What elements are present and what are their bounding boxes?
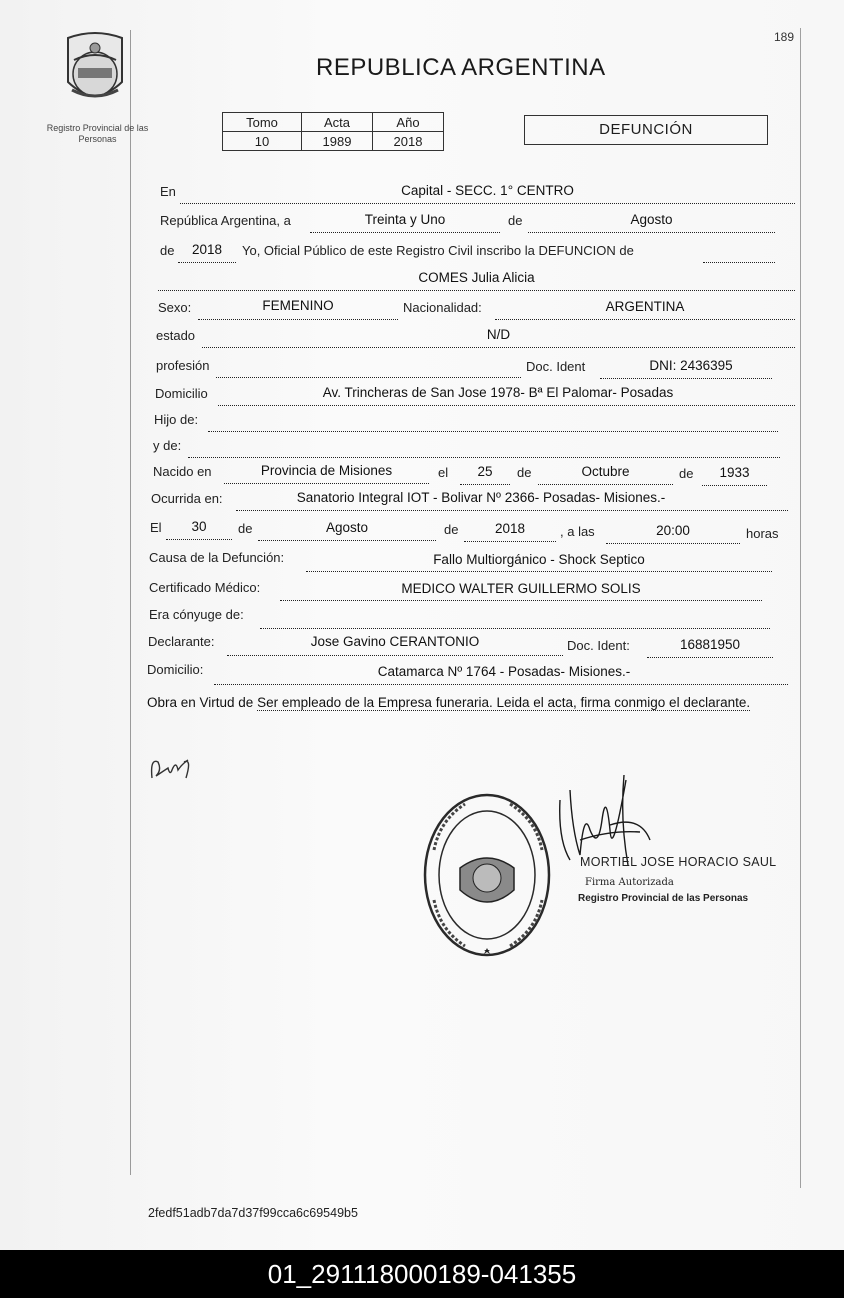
field-anio: 2018 xyxy=(191,242,223,257)
field-lugar: Capital - SECC. 1° CENTRO xyxy=(401,183,574,198)
field-def-mes: Agosto xyxy=(325,520,369,535)
line-nacido-en xyxy=(224,482,429,484)
obra-label: Obra en Virtud de xyxy=(147,695,254,710)
line-sexo xyxy=(198,318,398,320)
field-def-anio: 2018 xyxy=(494,521,526,536)
field-ocurrida-en: Sanatorio Integral IOT - Bolivar Nº 2366- Posadas- Misiones.- xyxy=(296,490,666,505)
line-def-hora xyxy=(606,542,740,544)
field-nacionalidad: ARGENTINA xyxy=(605,299,685,314)
field-dia: Treinta y Uno xyxy=(364,212,446,227)
right-margin-line xyxy=(800,28,801,1188)
label-horas: horas xyxy=(746,526,779,541)
label-el: el xyxy=(438,465,449,480)
document-type-box: DEFUNCIÓN xyxy=(524,115,768,145)
label-declarante: Declarante: xyxy=(148,634,215,649)
line-hijo-de xyxy=(208,430,778,432)
field-mes: Agosto xyxy=(630,212,673,227)
label-republica: República Argentina, a xyxy=(160,213,291,228)
footer-id: 01_291118000189-041355 xyxy=(267,1259,577,1289)
field-def-hora: 20:00 xyxy=(656,523,690,538)
label-nacido-en: Nacido en xyxy=(153,464,212,479)
field-nac-anio: 1933 xyxy=(719,465,750,480)
line-after-yo xyxy=(703,261,775,263)
label-de-2: de xyxy=(160,243,175,258)
record-header-tomo: Tomo xyxy=(223,113,302,132)
line-causa xyxy=(306,570,772,572)
label-de-6: de xyxy=(444,522,459,537)
line-conyuge xyxy=(260,627,770,629)
line-domicilio xyxy=(218,404,795,406)
line-certificado xyxy=(280,599,762,601)
label-estado: estado xyxy=(156,328,196,343)
line-estado xyxy=(202,346,795,348)
line-nacionalidad xyxy=(495,318,795,320)
line-dia xyxy=(310,231,500,233)
field-estado: N/D xyxy=(486,327,511,342)
page-number: 189 xyxy=(774,30,795,44)
field-declarante-domicilio: Catamarca Nº 1764 - Posadas- Misiones.- xyxy=(377,664,631,679)
line-def-mes xyxy=(258,539,436,541)
margin-initials-signature xyxy=(148,748,208,788)
obra-text: Ser empleado de la Empresa funeraria. Leida el acta, firma conmigo el declarante. xyxy=(257,695,751,710)
label-el-cap: El xyxy=(150,520,162,535)
line-nombre xyxy=(158,289,795,291)
field-nac-dia: 25 xyxy=(477,464,493,479)
field-declarante: Jose Gavino CERANTONIO xyxy=(310,634,480,649)
line-anio xyxy=(178,261,236,263)
provincial-emblem-icon xyxy=(60,30,130,110)
record-table xyxy=(222,112,444,151)
signer-title: Firma Autorizada xyxy=(585,877,674,888)
field-certificado: MEDICO WALTER GUILLERMO SOLIS xyxy=(401,581,641,596)
official-stamp-icon xyxy=(420,790,555,960)
label-de-5: de xyxy=(238,521,253,536)
field-doc-ident: DNI: 2436395 xyxy=(649,358,733,373)
label-domicilio-2: Domicilio: xyxy=(147,662,204,677)
line-def-anio xyxy=(464,540,556,542)
registry-label: Registro Provincial de las Personas xyxy=(46,123,149,144)
record-header-anio: Año xyxy=(373,113,444,132)
line-nac-mes xyxy=(538,483,673,485)
obra-en-virtud xyxy=(147,694,792,712)
label-a-las: , a las xyxy=(560,524,595,539)
line-profesion xyxy=(216,376,521,378)
line-declarante xyxy=(227,654,563,656)
line-mes xyxy=(528,231,775,233)
field-declarante-doc: 16881950 xyxy=(679,637,741,652)
line-doc-ident xyxy=(600,377,772,379)
line-nac-anio xyxy=(702,484,767,486)
line-y-de xyxy=(188,456,780,458)
field-nac-mes: Octubre xyxy=(581,464,630,479)
document-title: REPUBLICA ARGENTINA xyxy=(316,54,606,81)
field-causa: Fallo Multiorgánico - Shock Septico xyxy=(433,552,645,567)
field-sexo: FEMENINO xyxy=(262,298,334,313)
label-de-1: de xyxy=(508,213,523,228)
label-conyuge: Era cónyuge de: xyxy=(149,607,244,622)
label-hijo-de: Hijo de: xyxy=(154,412,199,427)
signer-name: MORTIEL JOSE HORACIO SAUL xyxy=(580,855,777,869)
record-header-acta: Acta xyxy=(302,113,373,132)
label-causa: Causa de la Defunción: xyxy=(149,550,285,565)
label-domicilio: Domicilio xyxy=(155,386,208,401)
line-ocurrida-en xyxy=(236,509,788,511)
label-doc-ident-2: Doc. Ident: xyxy=(567,638,630,653)
field-def-dia: 30 xyxy=(191,519,207,534)
label-en: En xyxy=(160,184,176,199)
line-declarante-domicilio xyxy=(214,683,788,685)
left-margin-line xyxy=(130,30,131,1175)
field-nombre: COMES Julia Alicia xyxy=(418,270,535,285)
label-yo: Yo, Oficial Público de este Registro Civil inscribo la DEFUNCION de xyxy=(242,243,634,258)
line-declarante-doc xyxy=(647,656,773,658)
record-value-acta: 1989 xyxy=(302,132,373,151)
signer-org: Registro Provincial de las Personas xyxy=(578,893,749,904)
label-de-3: de xyxy=(517,465,532,480)
line-nac-dia xyxy=(460,483,510,485)
label-de-4: de xyxy=(679,466,694,481)
record-value-tomo: 10 xyxy=(223,132,302,151)
label-y-de: y de: xyxy=(153,438,182,453)
label-nacionalidad: Nacionalidad: xyxy=(403,300,482,315)
label-certificado: Certificado Médico: xyxy=(149,580,261,595)
record-value-anio: 2018 xyxy=(373,132,444,151)
line-def-dia xyxy=(166,538,232,540)
document-hash: 2fedf51adb7da7d37f99cca6c69549b5 xyxy=(148,1206,358,1220)
field-domicilio: Av. Trincheras de San Jose 1978- Bª El Palomar- Posadas xyxy=(322,385,674,400)
label-ocurrida-en: Ocurrida en: xyxy=(151,491,223,506)
label-sexo: Sexo: xyxy=(158,300,192,315)
label-doc-ident: Doc. Ident xyxy=(526,359,586,374)
field-nacido-en: Provincia de Misiones xyxy=(260,463,393,478)
label-profesion: profesión xyxy=(156,358,210,373)
line-lugar xyxy=(180,202,795,204)
